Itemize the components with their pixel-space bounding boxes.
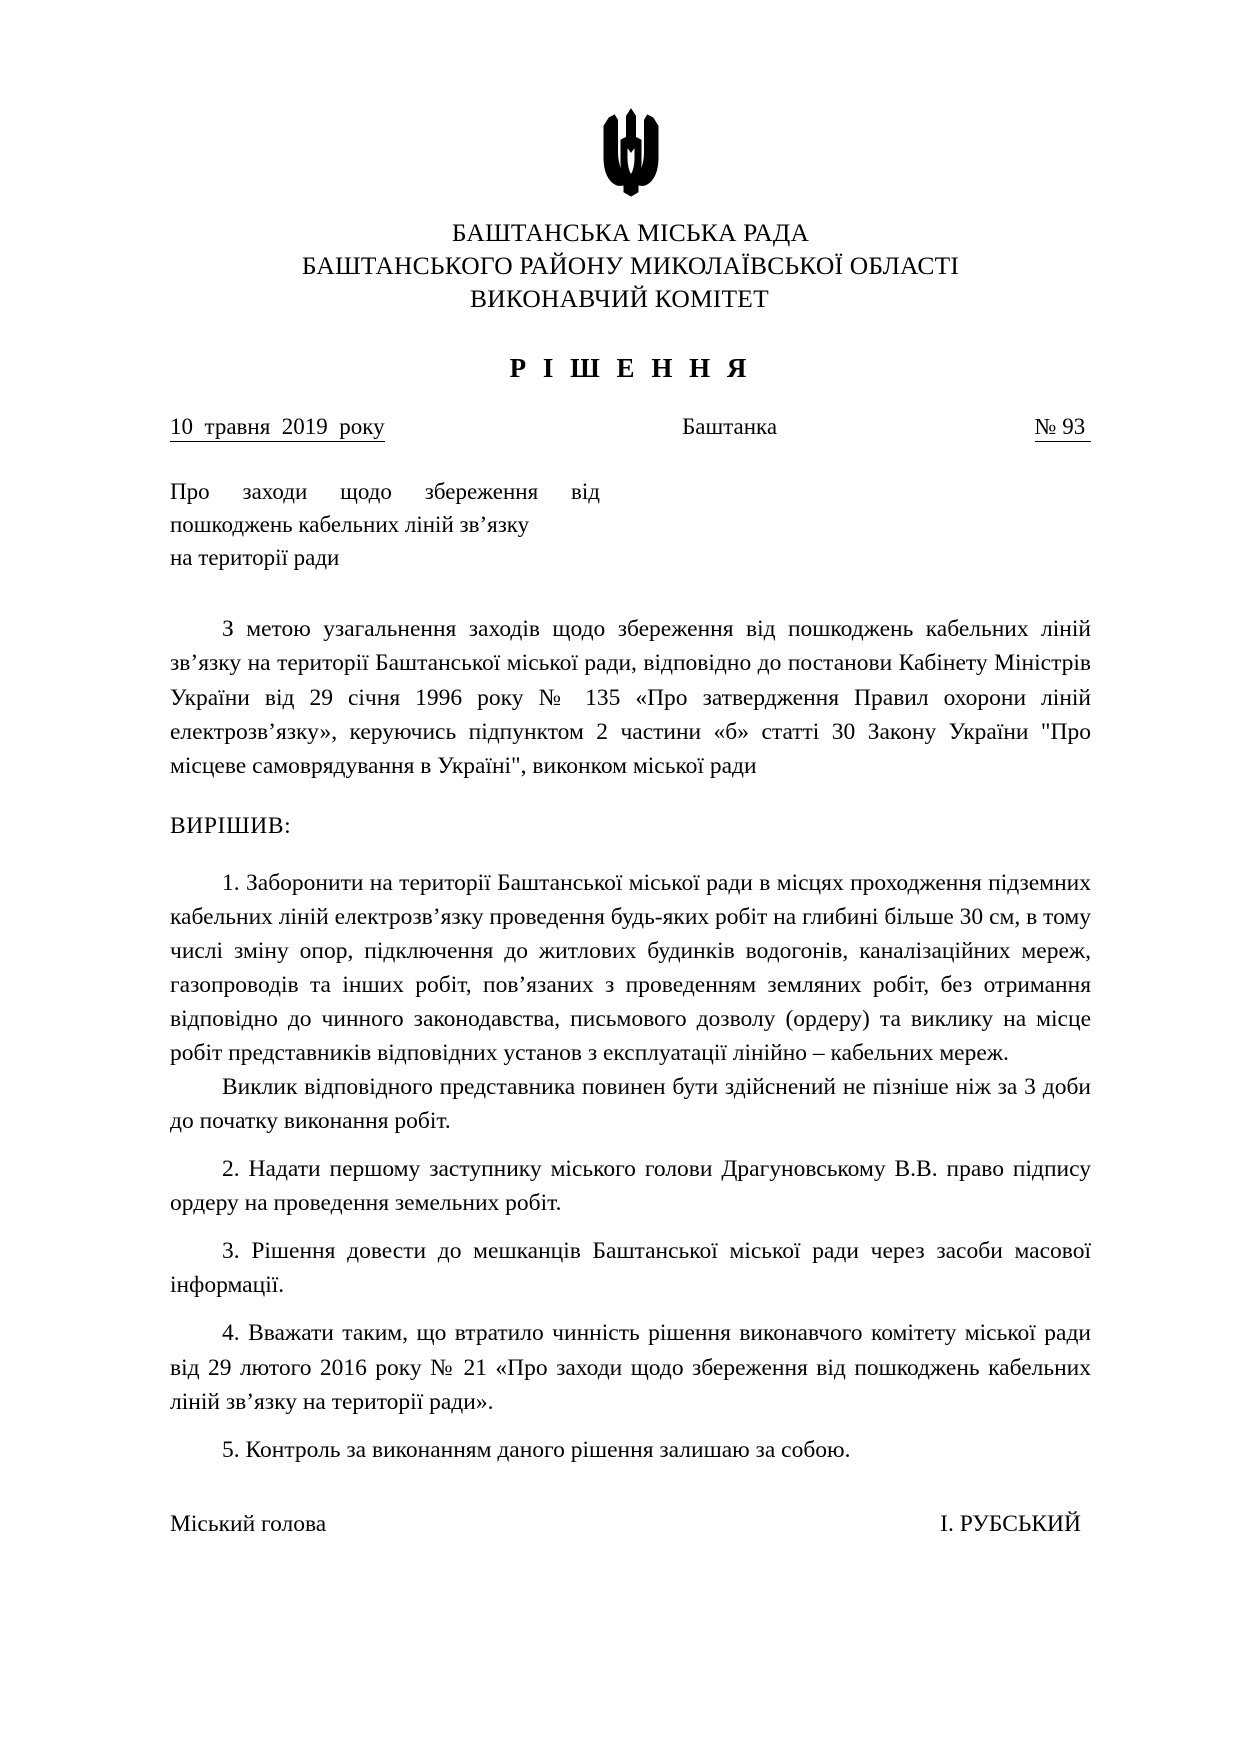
org-name-line-3: ВИКОНАВЧИЙ КОМІТЕТ — [470, 284, 769, 314]
document-date: 10 травня 2019 року — [170, 414, 385, 442]
subject-line-3: на території ради — [170, 544, 340, 570]
signature-block — [170, 1511, 1091, 1538]
org-name-line-1: БАШТАНСЬКА МІСЬКА РАДА — [451, 218, 810, 247]
document-type-title: Р І Ш Е Н Н Я — [509, 353, 752, 384]
org-name-line-2: БАШТАНСЬКОГО РАЙОНУ МИКОЛАЇВСЬКОЇ ОБЛАСТІ — [301, 251, 960, 281]
subject-line-2: пошкоджень кабельних ліній зв’язку — [170, 512, 530, 538]
document-meta-row — [170, 414, 1091, 442]
clause-4: 4. Вважати таким, що втратило чинність рішення виконавчого комітету міської ради від 29 лютого 2016 року № 21 «Про заходи щодо збереження від пошкоджень кабельних ліній зв’язку на території ради». — [170, 1320, 1091, 1415]
signatory-name: І. РУБСЬКИЙ — [940, 1510, 1081, 1537]
emblem-container — [170, 106, 1091, 198]
ukraine-trident-coat-of-arms-icon — [599, 106, 663, 198]
clause-1: 1. Заборонити на території Баштанської міської ради в місцях проходження підземних кабельних ліній електрозв’язку проведення будь-яких робіт на глибині більше 30 см, в тому числі зміну опор, підключення до житлових будинків водогонів, каналізаційних мереж, газопроводів та інших робіт, пов’язаних з проведенням земляних робіт, без отримання відповідно до чинного законодавства, письмового дозволу (ордеру) та виклику на місце робіт представників відповідних установ з експлуатації лінійно – кабельних мереж. — [170, 869, 1091, 1067]
document-subject — [170, 476, 730, 574]
organization-header — [170, 216, 1091, 315]
clause-5: 5. Контроль за виконанням даного рішення залишаю за собою. — [222, 1436, 851, 1463]
clause-3: 3. Рішення довести до мешканців Баштанської міської ради через засоби масової інформації. — [170, 1238, 1091, 1299]
document-place: Баштанка — [682, 414, 778, 440]
subject-line-1: Про заходи щодо збереження від — [170, 479, 600, 505]
clause-2: 2. Надати першому заступнику міського голови Драгуновському В.В. право підпису ордеру на проведення земельних робіт. — [170, 1156, 1091, 1217]
clause-1-note: Виклик відповідного представника повинен бути здійснений не пізніше ніж за 3 доби до початку виконання робіт. — [170, 1074, 1091, 1135]
signatory-title: Міський голова — [170, 1510, 327, 1537]
resolve-keyword: ВИРІШИВ: — [170, 812, 292, 839]
preamble-paragraph: З метою узагальнення заходів щодо збереження від пошкоджень кабельних ліній зв’язку на території Баштанської міської ради, відповідно до постанови Кабінету Міністрів України від 29 січня 1996 року № 135 «Про затвердження Правил охорони ліній електрозв’язку», керуючись підпунктом 2 частини «б» статті 30 Закону України "Про місцеве самоврядування в Україні", виконком міської ради — [170, 616, 1091, 779]
document-number: № 93 — [1035, 414, 1091, 442]
